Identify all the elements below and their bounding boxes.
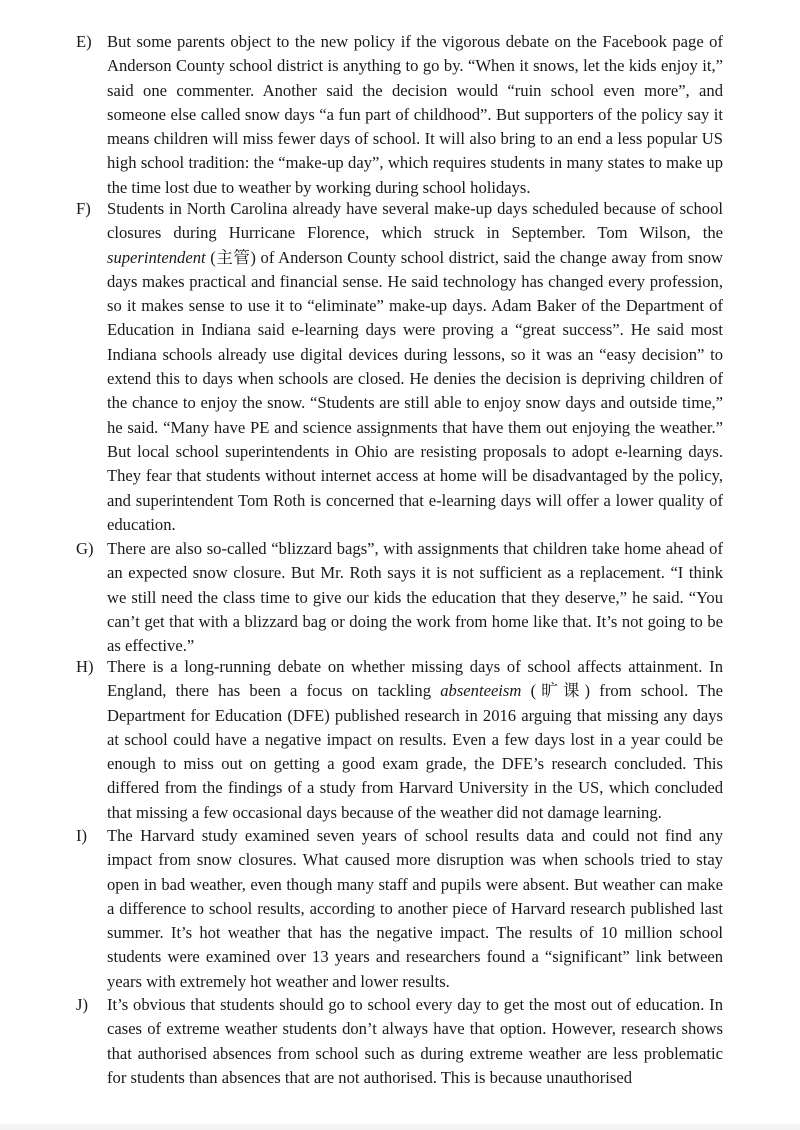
paragraph-text-segment: It’s obvious that students should go to school every day to get the most out of education. In cases of extreme weather students don’t always have that option. However, research shows that authorised absences from school such as during extreme weather are less problematic for students than absences that are not authorised. This is because unauthorised xyxy=(107,995,723,1087)
paragraph-text xyxy=(107,655,723,825)
paragraph-text-segment: The Harvard study examined seven years of school results data and could not find any impact from snow closures. What caused more disruption was when schools tried to stay open in bad weather, even though many staff and pupils were absent. But weather can make a difference to school results, according to another piece of Harvard research published last summer. It’s hot weather that has the negative impact. The results of 10 million school students were examined over 13 years and researchers found a “significant” link between years with extremely hot weather and lower results. xyxy=(107,826,723,991)
paragraph-text xyxy=(107,993,723,1090)
paragraph-label: E) xyxy=(76,32,92,51)
paragraph-text-segment: But some parents object to the new policy if the vigorous debate on the Facebook page of Anderson County school district is anything to go by. “When it snows, let the kids enjoy it,” said one commenter. Another said the decision would “ruin school even more”, and someone else called snow days “a fun part of childhood”. But supporters of the policy say it means children will miss fewer days of school. It will also bring to an end a less popular US high school tradition: the “make-up day”, which requires students in many states to make up the time lost due to weather by working during school holidays. xyxy=(107,32,723,197)
paragraph-label: J) xyxy=(76,995,88,1014)
paragraph-text-segment: (主管) of Anderson County school district, said the change away from snow days makes practical and financial sense. He said technology has changed every profession, so it makes sense to use it to “eliminate” make-up days. Adam Baker of the Department of Education in Indiana said e-learning days were proving a “great success”. He said most Indiana schools already use digital devices during lessons, so it was an “easy decision” to extend this to days when schools are closed. He denies the decision is depriving children of the chance to enjoy the snow. “Students are still able to enjoy snow days and outside time,” he said. “Many have PE and science assignments that have them out enjoying the weather.” But local school superintendents in Ohio are resisting proposals to adopt e-learning days. They fear that students without internet access at home will be disadvantaged by the policy, and superintendent Tom Roth is concerned that e-learning days will offer a lower quality of education. xyxy=(107,247,723,534)
italic-term: absenteeism xyxy=(440,681,522,701)
paragraph-text-segment: (旷课) from school. The Department for Education (DFE) published research in 2016 arguing that missing any days at school could have a negative impact on results. Even a few days lost in a year could be enough to miss out on getting a good exam grade, the DFE’s research concluded. This differed from the findings of a study from Harvard University in the US, which concluded that missing a few occasional days because of the weather did not damage learning. xyxy=(107,681,723,822)
italic-term: superintendent xyxy=(107,247,206,267)
paragraph-text xyxy=(107,197,723,537)
paragraph-text xyxy=(107,824,723,994)
paragraph-text-segment: Students in North Carolina already have several make-up days scheduled because of school closures during Hurricane Florence, which struck in September. Tom Wilson, the xyxy=(107,199,723,243)
paragraph-label: I) xyxy=(76,826,88,845)
paragraph-text xyxy=(107,537,723,658)
paragraph-text-segment: There are also so-called “blizzard bags”, with assignments that children take home ahead of an expected snow closure. But Mr. Roth says it is not sufficient as a replacement. “I think we still need the class time to give our kids the education that they deserve,” he said. “You can’t get that with a blizzard bag or doing the work from home like that. It’s not going to be as effective.” xyxy=(107,539,723,656)
page-bottom-edge xyxy=(0,1124,800,1130)
paragraph-label: H) xyxy=(76,657,94,676)
paragraph-text-segment: There is a long-running debate on whether missing days of school affects attainment. In England, there has been a focus on tackling xyxy=(107,657,723,701)
paragraph-text xyxy=(107,30,723,200)
paragraph-label: F) xyxy=(76,199,91,218)
paragraph-label: G) xyxy=(76,539,94,558)
